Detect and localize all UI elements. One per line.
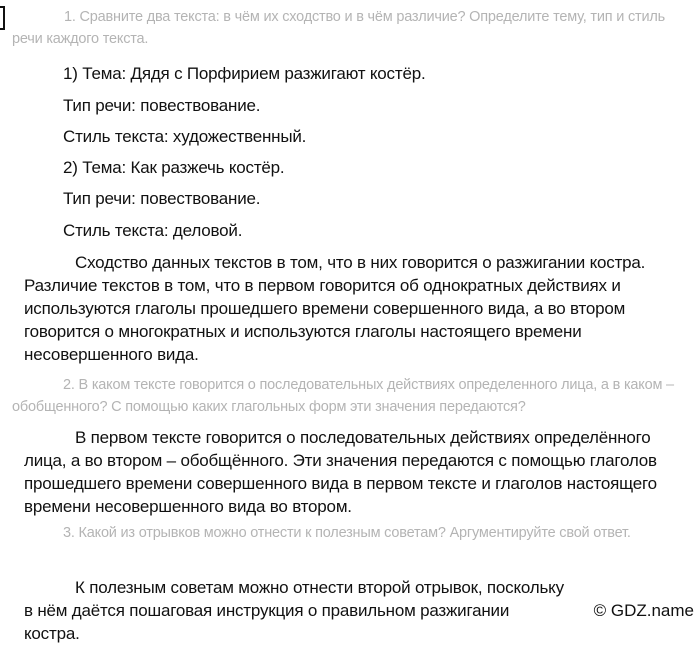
answer-1-speech-type-2: Тип речи: повествование.	[63, 189, 261, 208]
answer-1-style-2: Стиль текста: деловой.	[63, 221, 243, 240]
question-1-text: 1. Сравните два текста: в чём их сходство и в чём различие? Определите тему, тип и стиль речи каждого текста.	[12, 9, 665, 47]
answer-1-topic-2: 2) Тема: Как разжечь костёр.	[63, 158, 285, 177]
watermark-text: © GDZ.name	[590, 600, 694, 622]
answer-1-speech-type-1: Тип речи: повествование.	[63, 96, 261, 115]
question-3: 3. Какой из отрывков можно отнести к полезным советам? Аргументируйте свой ответ.	[63, 525, 631, 541]
answer-1-topic-1: 1) Тема: Дядя с Порфирием разжигают костёр.	[63, 64, 426, 83]
answer-2-paragraph: В первом тексте говорится о последовательных действиях определённого лица, а во втором – обобщённого. Эти значения передаются с помощью глаголов прошедшего времени совершенного вида в первом тексте и глаголов настоящего времени несовершенного вида во втором.	[24, 428, 657, 516]
exercise-number	[0, 6, 5, 30]
answer-1-paragraph: Сходство данных текстов в том, что в них говорится о разжигании костра. Различие текстов в том, что в первом говорится об однократных действиях и используются глаголы прошедшего времени совершенного вида, а во втором говорится о многократных и используются глаголы настоящего времени несовершенного вида.	[24, 253, 646, 364]
answer-3-paragraph: К полезным советам можно отнести второй отрывок, поскольку в нём даётся пошаговая инструкция о правильном разжигании костра.	[24, 578, 564, 643]
question-2: 2. В каком тексте говорится о последовательных действиях определенного лица, а в каком – обобщенного? С помощью каких глагольных форм эти значения передаются?	[12, 377, 674, 415]
question-1	[12, 6, 690, 50]
answer-1-style-1: Стиль текста: художественный.	[63, 127, 307, 146]
